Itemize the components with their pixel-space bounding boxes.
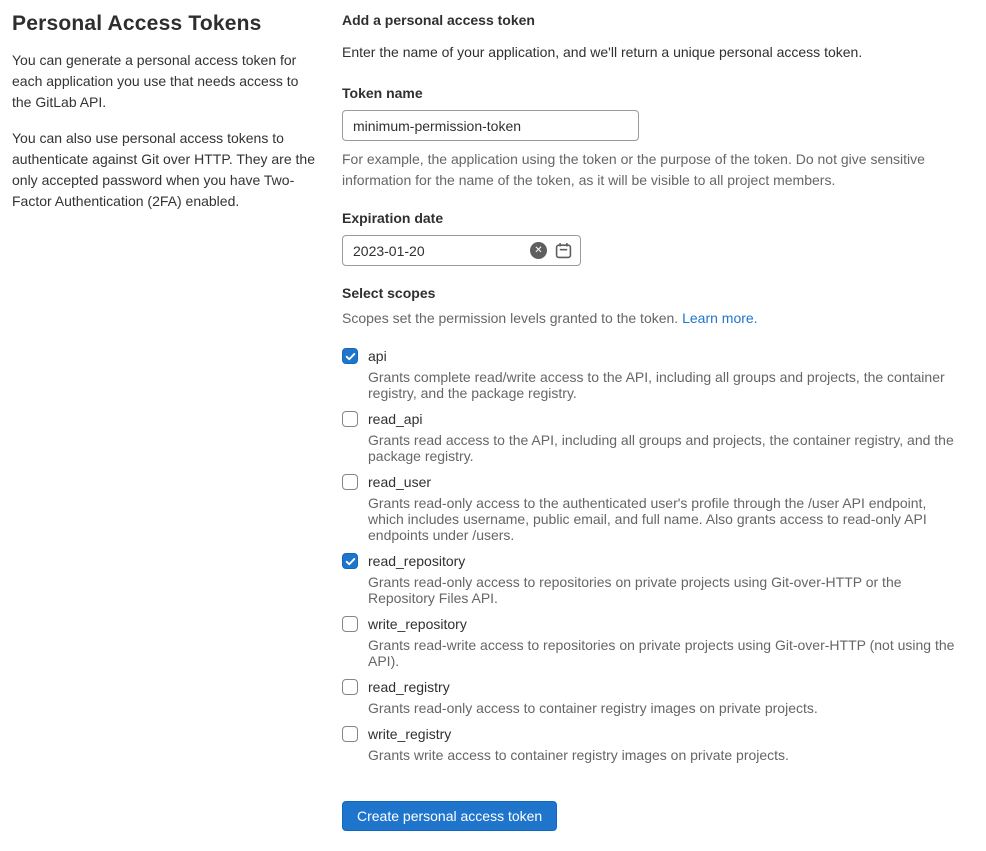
scope-checkbox[interactable] [342,474,358,490]
scope-row [342,472,963,543]
scope-text [368,677,963,716]
scope-row [342,346,963,401]
scopes-list [342,346,963,763]
scope-name[interactable]: read_api [368,411,423,427]
create-token-button[interactable]: Create personal access token [342,801,557,831]
checkmark-icon [345,556,356,567]
scope-row [342,409,963,464]
scope-description: Grants write access to container registry images on private projects. [368,747,789,763]
scope-checkbox[interactable] [342,348,358,364]
learn-more-link[interactable]: Learn more. [682,310,758,326]
token-name-help: For example, the application using the token or the purpose of the token. Do not give sensitive information for the name of the token, as it will be visible to all project members. [342,151,925,188]
scope-text [368,724,963,763]
scope-checkbox[interactable] [342,553,358,569]
scope-description: Grants read access to the API, including all groups and projects, the container registry, and the package registry. [368,432,954,464]
scope-description: Grants read-only access to the authenticated user's profile through the /user API endpoint, which includes username, public email, and full name. Also grants access to read-only API endpoints under /users. [368,495,927,543]
scope-row [342,724,963,763]
scope-name[interactable]: write_repository [368,616,467,632]
scope-name[interactable]: write_registry [368,726,452,742]
scope-checkbox[interactable] [342,679,358,695]
scope-row [342,551,963,606]
page-title: Personal Access Tokens [12,12,262,35]
scope-checkbox[interactable] [342,411,358,427]
scope-text [368,409,963,464]
token-name-input[interactable] [342,110,639,141]
scope-row [342,614,963,669]
scope-row [342,677,963,716]
date-field-icons [530,235,572,266]
expiration-date-label: Expiration date [342,210,444,226]
intro-paragraph-2: You can also use personal access tokens to authenticate against Git over HTTP. They are the only accepted password when you have Two-Factor Authentication (2FA) enabled. [12,130,315,209]
expiration-date-field [342,235,581,266]
scope-text [368,614,963,669]
intro-paragraph-1: You can generate a personal access token for each application you use that needs access to the GitLab API. [12,52,299,110]
scope-text [368,346,963,401]
scopes-help [342,308,963,329]
calendar-icon[interactable] [555,242,572,259]
checkmark-icon [345,351,356,362]
form-heading: Add a personal access token [342,12,535,28]
form-subheading: Enter the name of your application, and we'll return a unique personal access token. [342,44,863,60]
clear-date-icon[interactable]: ✕ [530,242,547,259]
scope-description: Grants read-write access to repositories on private projects using Git-over-HTTP (not using the API). [368,637,955,669]
scope-name[interactable]: read_registry [368,679,450,695]
scope-description: Grants read-only access to container registry images on private projects. [368,700,818,716]
scope-name[interactable]: api [368,348,387,364]
select-scopes-label: Select scopes [342,285,436,301]
scope-text [368,551,963,606]
scope-text [368,472,963,543]
scope-description: Grants read-only access to repositories on private projects using Git-over-HTTP or the Repository Files API. [368,574,902,606]
page-description-column [12,10,320,831]
scope-checkbox[interactable] [342,616,358,632]
scope-description: Grants complete read/write access to the API, including all groups and projects, the container registry, and the package registry. [368,369,945,401]
scope-name[interactable]: read_repository [368,553,466,569]
scopes-help-text: Scopes set the permission levels granted to the token. [342,310,679,326]
scope-checkbox[interactable] [342,726,358,742]
add-token-form [342,10,963,831]
token-name-label: Token name [342,85,423,101]
scope-name[interactable]: read_user [368,474,432,490]
